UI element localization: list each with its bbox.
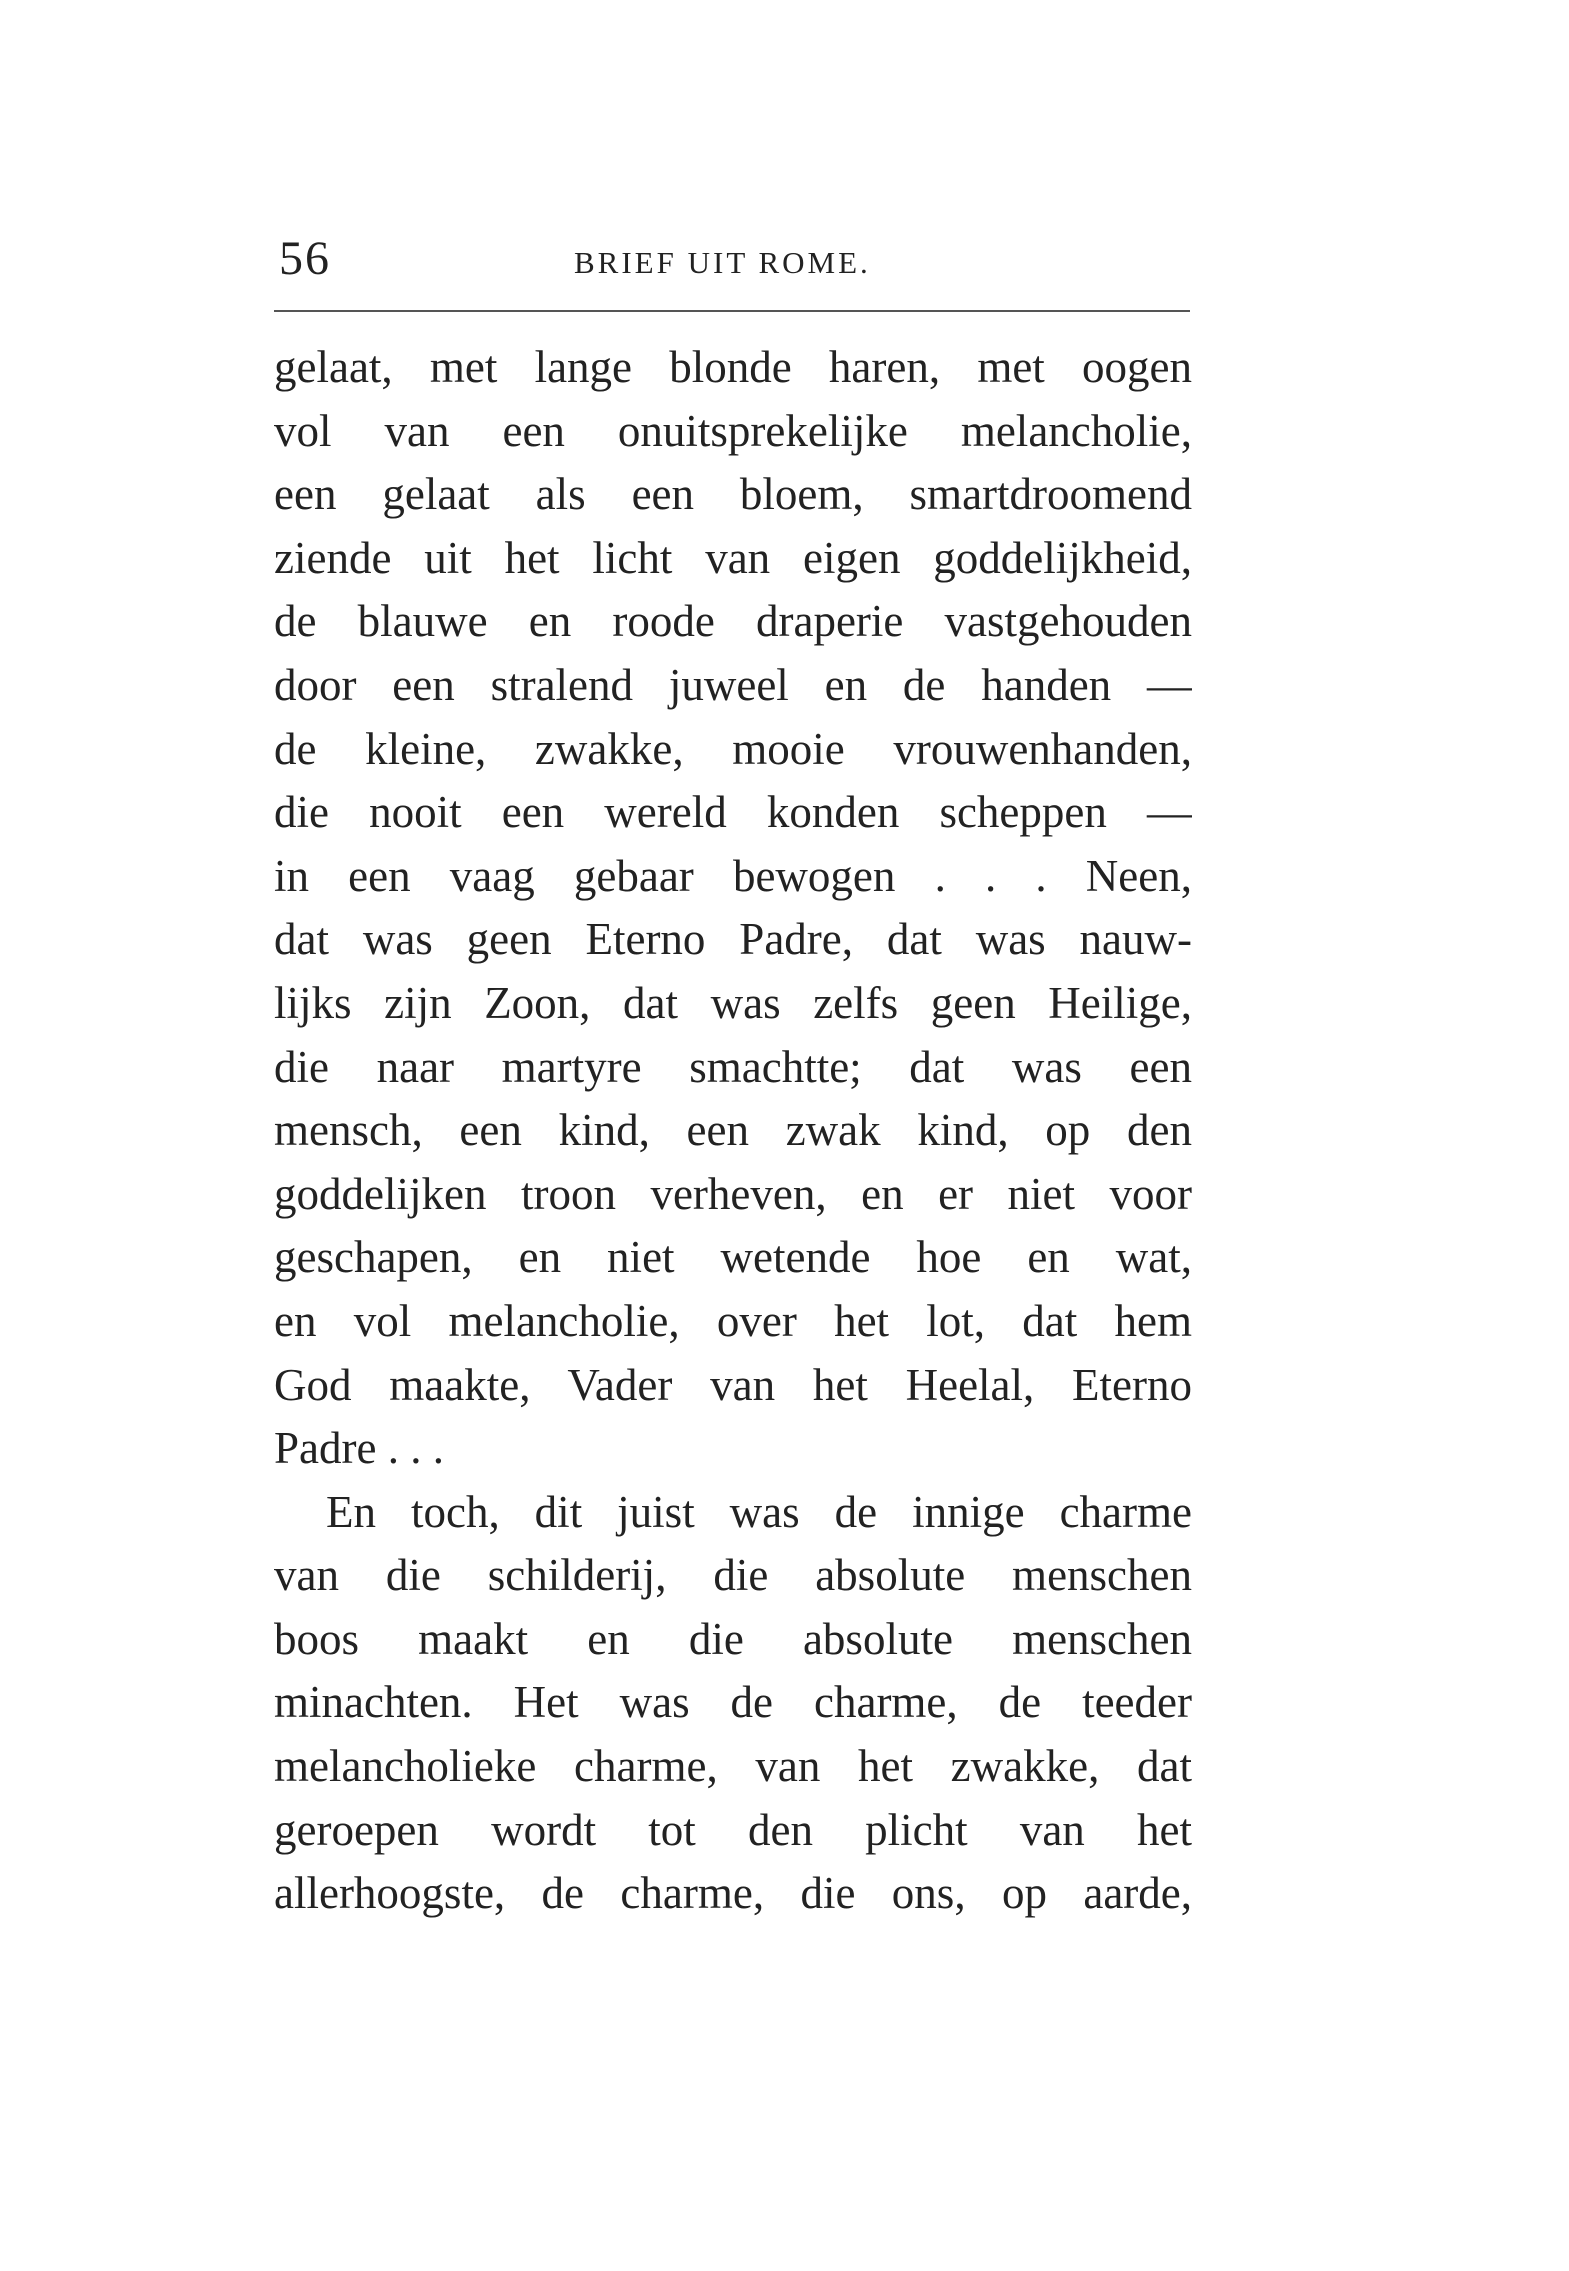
text-line: dat was geen Eterno Padre, dat was nauw- (274, 914, 1192, 965)
text-line: Padre . . . (274, 1423, 444, 1474)
text-line: minachten. Het was de charme, de teeder (274, 1677, 1192, 1728)
body-text (274, 336, 1192, 1926)
header-rule (274, 310, 1190, 312)
text-line: ziende uit het licht van eigen goddelijkheid, (274, 532, 1192, 583)
text-line: God maakte, Vader van het Heelal, Eterno (274, 1359, 1192, 1410)
text-line: goddelijken troon verheven, en er niet voor (274, 1168, 1192, 1219)
running-title: BRIEF UIT ROME. (574, 245, 871, 280)
text-line: geroepen wordt tot den plicht van het (274, 1804, 1192, 1855)
text-line: lijks zijn Zoon, dat was zelfs geen Heilige, (274, 977, 1192, 1028)
text-line: allerhoogste, de charme, die ons, op aarde, (274, 1868, 1192, 1919)
text-line: in een vaag gebaar bewogen . . . Neen, (274, 850, 1192, 901)
text-line: een gelaat als een bloem, smartdroomend (274, 469, 1192, 520)
running-head (274, 233, 1191, 293)
text-line: geschapen, en niet wetende hoe en wat, (274, 1232, 1192, 1283)
text-line: boos maakt en die absolute menschen (274, 1613, 1192, 1664)
text-line: die naar martyre smachtte; dat was een (274, 1041, 1192, 1092)
text-line: mensch, een kind, een zwak kind, op den (274, 1105, 1192, 1156)
text-line: en vol melancholie, over het lot, dat hem (274, 1295, 1192, 1346)
text-line: En toch, dit juist was de innige charme (326, 1486, 1192, 1537)
text-line: die nooit een wereld konden scheppen — (274, 787, 1192, 838)
text-line: gelaat, met lange blonde haren, met oogen (274, 342, 1192, 392)
page-number: 56 (279, 232, 331, 285)
text-line: de blauwe en roode draperie vastgehouden (274, 596, 1192, 647)
text-line: van die schilderij, die absolute menschen (274, 1550, 1192, 1601)
text-line: vol van een onuitsprekelijke melancholie, (274, 405, 1192, 456)
text-line: de kleine, zwakke, mooie vrouwenhanden, (274, 723, 1192, 774)
text-line: door een stralend juweel en de handen — (274, 659, 1192, 710)
text-line: melancholieke charme, van het zwakke, dat (274, 1741, 1192, 1792)
